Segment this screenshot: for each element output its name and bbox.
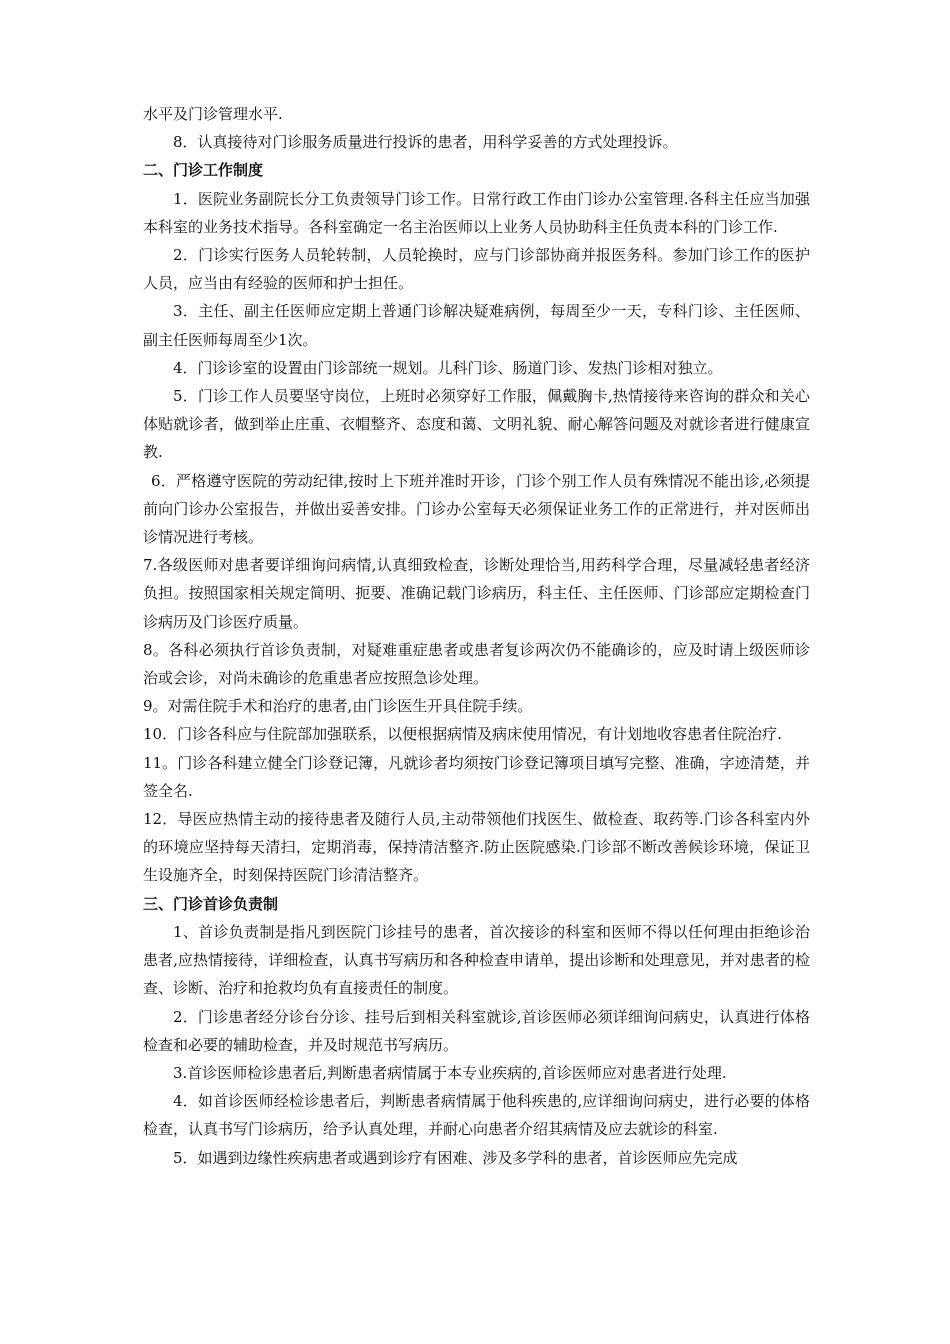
paragraph: 5．如遇到边缘性疾病患者或遇到诊疗有困难、涉及多学科的患者，首诊医师应先完成 (173, 1148, 738, 1167)
paragraph: 10．门诊各科应与住院部加强联系，以便根据病情及病床使用情况，有计划地收容患者住院治疗. (143, 725, 782, 744)
paragraph: 水平及门诊管理水平. (143, 105, 283, 123)
document-body (143, 100, 810, 1172)
paragraph: 1、首诊负责制是指凡到医院门诊挂号的患者，首次接诊的科室和医师不得以任何理由拒绝诊治患者,应热情接待，详细检查，认真书写病历和各种检查申请单，提出诊断和处理意见，并对患者的检查、诊断、治疗和抢救均负有直接责任的制度。 (143, 922, 810, 998)
paragraph: 11。门诊各科建立健全门诊登记簿，凡就诊者均须按门诊登记簿项目填写完整、准确，字迹清楚，并签全名. (143, 753, 810, 800)
paragraph: 4．门诊诊室的设置由门诊部统一规划。儿科门诊、肠道门诊、发热门诊相对独立。 (173, 358, 723, 377)
paragraph: 9。对需住院手术和治疗的患者,由门诊医生开具住院手续。 (143, 697, 533, 716)
paragraph: 4．如首诊医师经检诊患者后，判断患者病情属于他科疾患的,应详细询问病史，进行必要的体格检查，认真书写门诊病历，给予认真处理，并耐心向患者介绍其病情及应去就诊的科室. (143, 1092, 810, 1139)
paragraph: 3．主任、副主任医师应定期上普通门诊解决疑难病例，每周至少一天，专科门诊、主任医师、副主任医师每周至少1次。 (143, 302, 810, 349)
paragraph: 6．严格遵守医院的劳动纪律,按时上下班并准时开诊，门诊个别工作人员有殊情况不能出诊,必须提前向门诊办公室报告，并做出妥善安排。门诊办公室每天必须保证业务工作的正常进行，并对医师出诊情况进行考核。 (143, 471, 810, 547)
paragraph: 2．门诊患者经分诊台分诊、挂号后到相关科室就诊,首诊医师必须详细询问病史，认真进行体格检查和必要的辅助检查，并及时规范书写病历。 (143, 1007, 810, 1054)
paragraph: 7.各级医师对患者要详细询问病情,认真细致检查，诊断处理恰当,用药科学合理，尽量减轻患者经济负担。按照国家相关规定简明、扼要、准确记载门诊病历，科主任、主任医师、门诊部应定期检查门诊病历及门诊医疗质量。 (143, 556, 810, 631)
paragraph: 5．门诊工作人员要坚守岗位，上班时必须穿好工作服，佩戴胸卡,热情接待来咨询的群众和关心体贴就诊者，做到举止庄重、衣帽整齐、态度和蔼、文明礼貌、耐心解答问题及对就诊者进行健康宣教. (143, 387, 810, 462)
paragraph: 8。各科必须执行首诊负责制，对疑难重症患者或患者复诊两次仍不能确诊的，应及时请上级医师诊治或会诊，对尚未确诊的危重患者应按照急诊处理。 (143, 640, 810, 688)
paragraph: 2．门诊实行医务人员轮转制，人员轮换时，应与门诊部协商并报医务科。参加门诊工作的医护人员，应当由有经验的医师和护士担任。 (143, 246, 810, 293)
paragraph: 12．导医应热情主动的接待患者及随行人员,主动带领他们找医生、做检查、取药等.门诊各科室内外的环境应坚持每天清扫，定期消毒，保持清洁整齐.防止医院感染.门诊部不断改善候诊环境，保证卫生设施齐全，时刻保持医院门诊清洁整齐。 (143, 810, 810, 885)
paragraph: 3.首诊医师检诊患者后,判断患者病情属于本专业疾病的,首诊医师应对患者进行处理. (173, 1063, 727, 1082)
paragraph: 8．认真接待对门诊服务质量进行投诉的患者，用科学妥善的方式处理投诉。 (173, 133, 678, 152)
section-heading: 二、门诊工作制度 (143, 161, 264, 180)
section-heading: 三、门诊首诊负责制 (143, 894, 279, 913)
paragraph: 1．医院业务副院长分工负责领导门诊工作。日常行政工作由门诊办公室管理.各科主任应当加强本科室的业务技术指导。各科室确定一名主治医师以上业务人员协助科主任负责本科的门诊工作. (143, 189, 810, 236)
